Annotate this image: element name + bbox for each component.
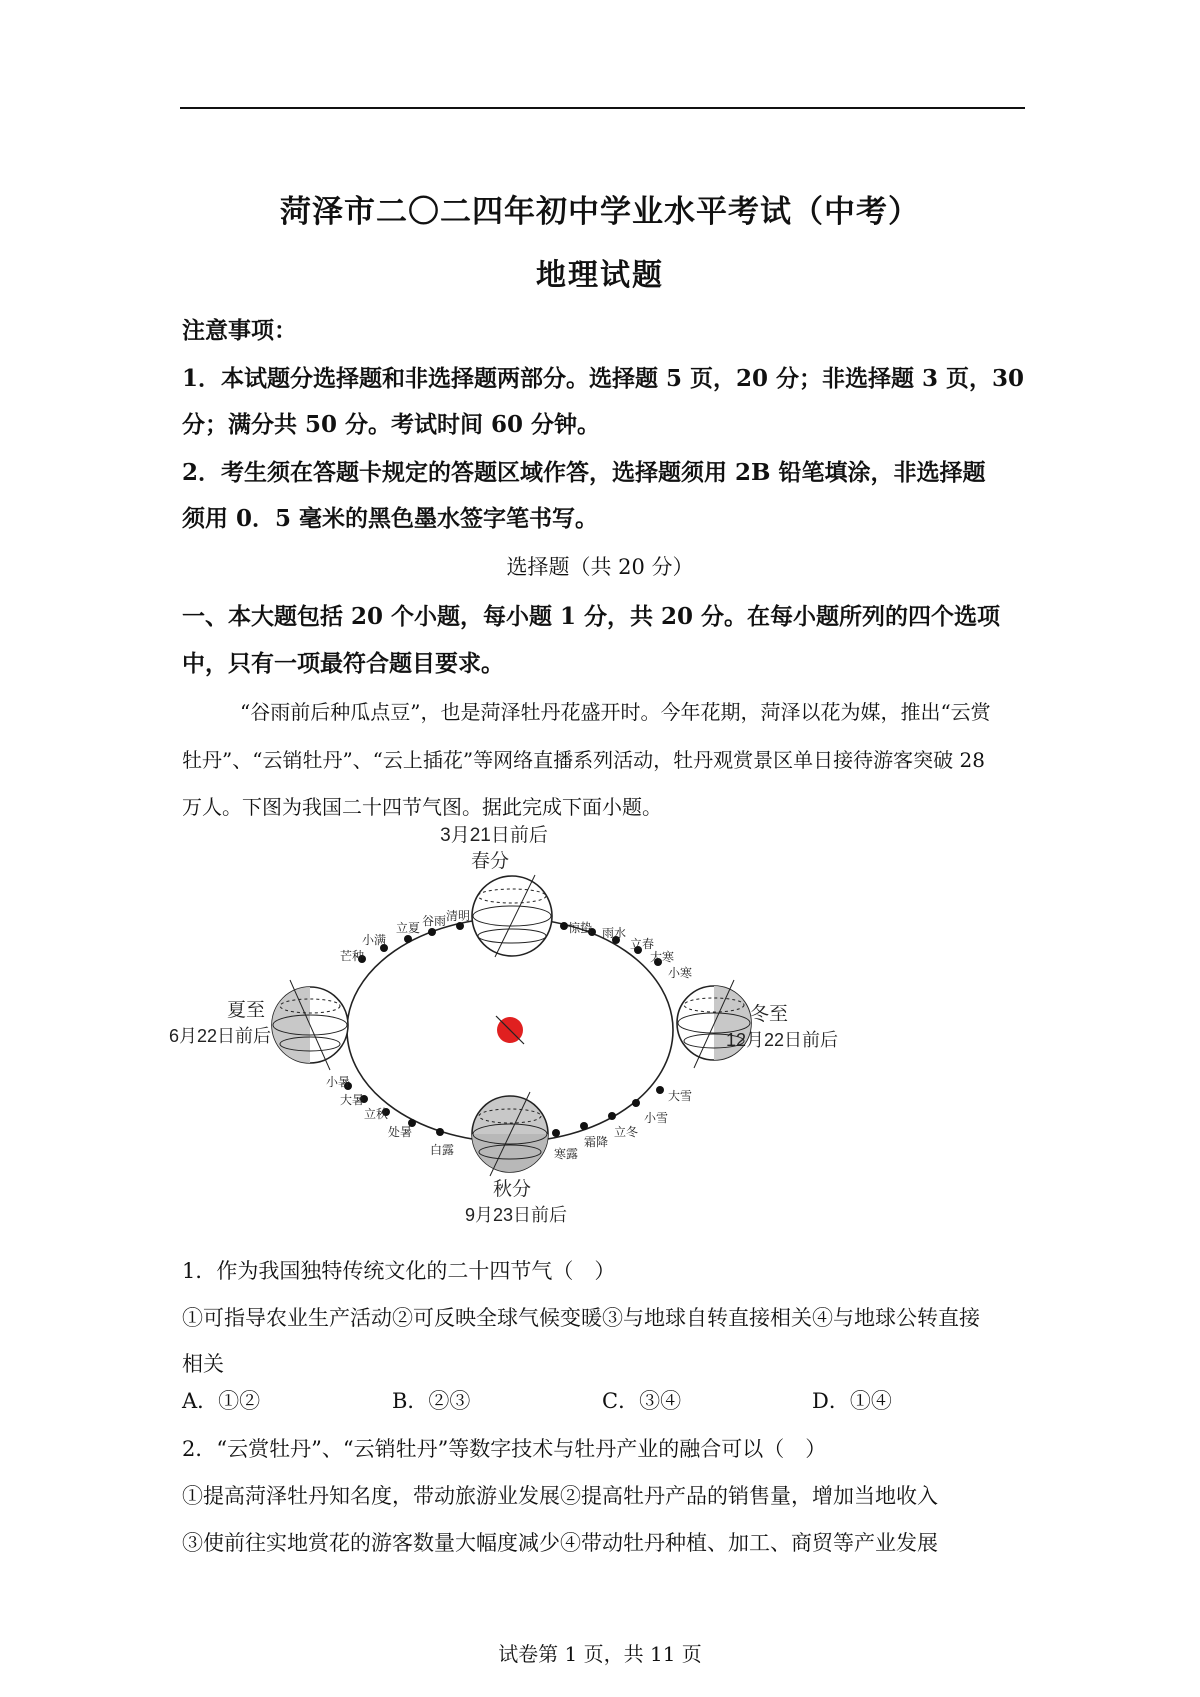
globe-autumn-equinox — [472, 1092, 548, 1176]
header-rule — [180, 107, 1025, 109]
term-lidong: 立冬 — [614, 1125, 639, 1139]
term-xiaoxue: 小雪 — [644, 1111, 669, 1125]
exam-subject: 地理试题 — [536, 258, 664, 293]
page-footer: 试卷第 1 页，共 11 页 — [498, 1642, 702, 1666]
notice-item-1-line-1: 1．本试题分选择题和非选择题两部分。选择题 5 页，20 分；非选择题 3 页，30 — [182, 365, 1025, 392]
autumn-date-label: 9月23日前后 — [464, 1205, 568, 1225]
section-intro-line-1: 一、本大题包括 20 个小题，每小题 1 分，共 20 分。在每小题所列的四个选项 — [182, 603, 1001, 630]
q1-stem: 1．作为我国独特传统文化的二十四节气（ ） — [182, 1259, 616, 1283]
term-hanlu: 寒露 — [554, 1147, 579, 1161]
notice-item-2-line-2: 须用 0．5 毫米的黑色墨水签字笔书写。 — [182, 505, 599, 532]
q1-statements-line-1: ①可指导农业生产活动②可反映全球气候变暖③与地球自转直接相关④与地球公转直接 — [182, 1306, 980, 1330]
term-dashu: 大暑 — [340, 1093, 365, 1107]
term-xiaoshu: 小暑 — [326, 1075, 351, 1089]
passage-line-3: 万人。下图为我国二十四节气图。据此完成下面小题。 — [182, 795, 662, 819]
notice-item-1-line-2: 分；满分共 50 分。考试时间 60 分钟。 — [182, 411, 601, 438]
summer-date-label: 6月22日前后 — [168, 1026, 272, 1046]
winter-date-label: 12月22日前后 — [726, 1030, 839, 1050]
sun-icon — [496, 1016, 524, 1044]
section-intro-line-2: 中，只有一项最符合题目要求。 — [182, 650, 504, 677]
q1-statements-line-2: 相关 — [182, 1352, 224, 1376]
term-guyu: 谷雨 — [422, 914, 447, 928]
passage-line-1: “谷雨前后种瓜点豆”，也是菏泽牡丹花盛开时。今年花期，菏泽以花为媒，推出“云赏 — [240, 700, 991, 724]
term-yushui: 雨水 — [602, 926, 627, 940]
q1-option-c[interactable]: C．③④ — [602, 1389, 682, 1413]
term-mangzhong: 芒种 — [340, 949, 365, 963]
term-xiaohan: 小寒 — [668, 966, 693, 980]
spring-date-label: 3月21日前后 — [440, 824, 548, 846]
passage-line-2: 牡丹”、“云销牡丹”、“云上插花”等网络直播系列活动，牡丹观赏景区单日接待游客突破 28 — [182, 748, 985, 772]
q1-option-b[interactable]: B．②③ — [392, 1389, 471, 1413]
q2-statements-line-2: ③使前往实地赏花的游客数量大幅度减少④带动牡丹种植、加工、商贸等产业发展 — [182, 1531, 938, 1555]
term-qingming: 清明 — [446, 909, 471, 923]
q2-statements-line-1: ①提高菏泽牡丹知名度，带动旅游业发展②提高牡丹产品的销售量，增加当地收入 — [182, 1484, 938, 1508]
term-xiaoman: 小满 — [362, 933, 387, 947]
notice-heading: 注意事项： — [182, 317, 297, 344]
q2-stem: 2．“云赏牡丹”、“云销牡丹”等数字技术与牡丹产业的融合可以（ ） — [182, 1437, 827, 1461]
globe-winter-solstice — [677, 980, 751, 1068]
term-liqiu: 立秋 — [364, 1107, 389, 1121]
term-chushu: 处暑 — [388, 1125, 413, 1139]
term-bailu: 白露 — [430, 1143, 455, 1157]
term-jingzhe: 惊蛰 — [568, 921, 593, 935]
globe-summer-solstice — [272, 980, 348, 1070]
section-heading: 选择题（共 20 分） — [506, 555, 694, 579]
term-daxue: 大雪 — [668, 1089, 693, 1103]
winter-name-label: 冬至 — [750, 1004, 789, 1025]
spring-name-label: 春分 — [470, 850, 510, 872]
term-lichun: 立春 — [630, 937, 655, 951]
term-lixia: 立夏 — [396, 921, 421, 935]
solar-terms-diagram — [160, 820, 880, 1250]
q1-options — [182, 1385, 1022, 1419]
autumn-name-label: 秋分 — [492, 1179, 532, 1200]
term-shuangjiang: 霜降 — [584, 1135, 609, 1149]
notice-item-2-line-1: 2．考生须在答题卡规定的答题区域作答，选择题须用 2B 铅笔填涂，非选择题 — [182, 459, 986, 486]
term-dahan: 大寒 — [650, 950, 675, 964]
globe-spring-equinox — [472, 875, 552, 957]
q1-option-d[interactable]: D．①④ — [812, 1389, 892, 1413]
summer-name-label: 夏至 — [226, 1000, 266, 1021]
exam-title: 菏泽市二〇二四年初中学业水平考试（中考） — [280, 194, 920, 230]
q1-option-a[interactable]: A．①② — [182, 1389, 261, 1413]
